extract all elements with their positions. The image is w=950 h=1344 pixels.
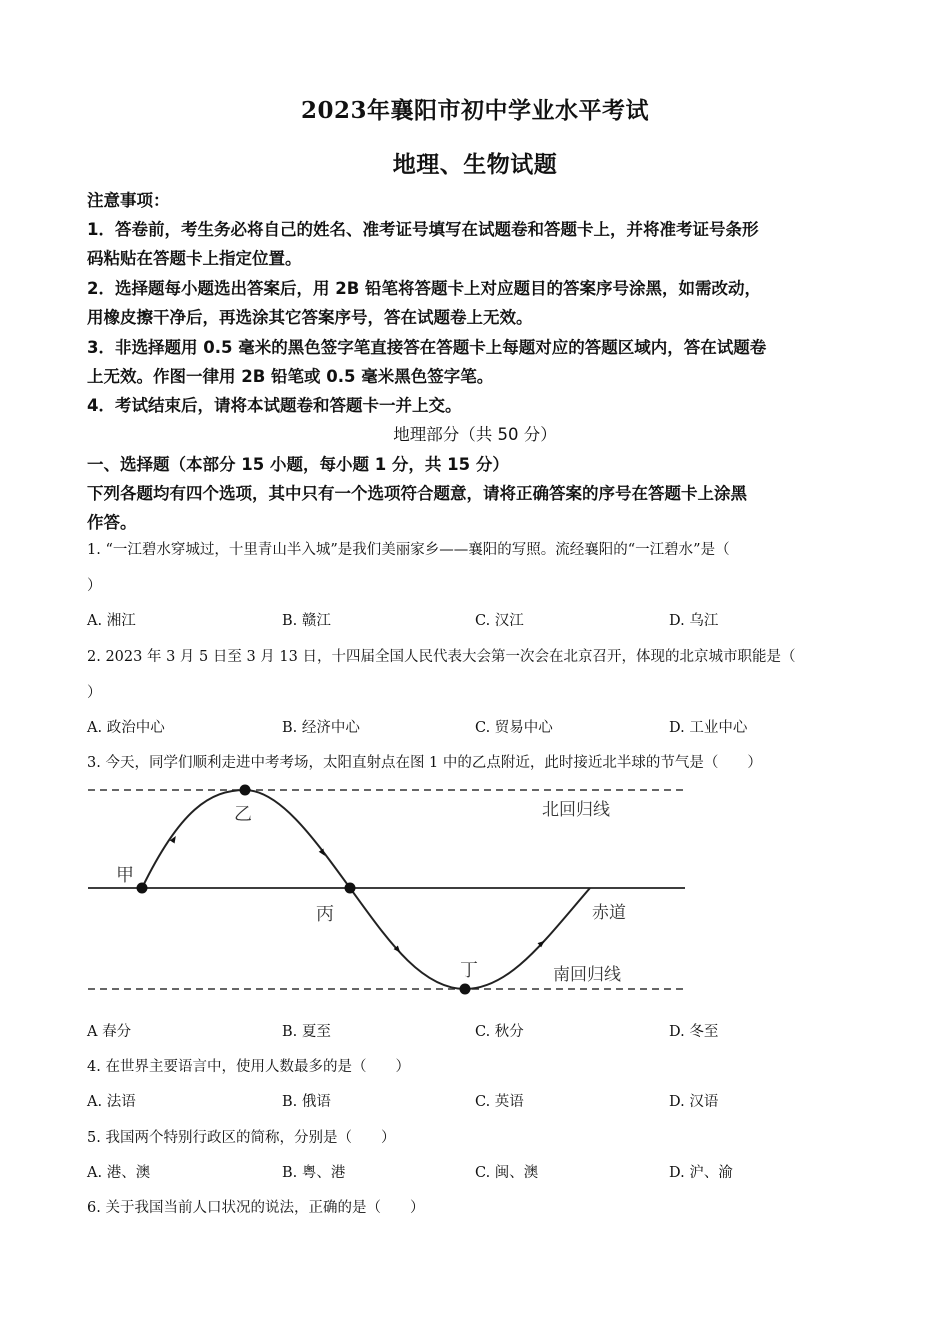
label-equator: 赤道 <box>592 903 626 923</box>
notice-heading: 注意事项： <box>87 191 170 210</box>
option-b[interactable]: B. 赣江 <box>282 613 331 629</box>
option-b[interactable]: B. 经济中心 <box>282 720 360 736</box>
label-ding: 丁 <box>460 960 478 981</box>
label-jia: 甲 <box>116 865 134 886</box>
option-d[interactable]: D. 沪、渝 <box>669 1165 733 1181</box>
option-c[interactable]: C. 秋分 <box>475 1024 524 1040</box>
option-d[interactable]: D. 乌江 <box>669 613 719 629</box>
option-b[interactable]: B. 粤、港 <box>282 1165 346 1181</box>
section-instruction-line-2: 作答。 <box>87 513 137 532</box>
option-d[interactable]: D. 工业中心 <box>669 720 748 736</box>
question-5-options <box>87 1163 887 1183</box>
notice-item-2-line-1: 2．选择题每小题选出答案后，用 2B 铅笔将答题卡上对应题目的答案序号涂黑，如需改动， <box>87 279 762 298</box>
label-tropic-south: 南回归线 <box>553 965 621 985</box>
question-2-stem: 2. 2023 年 3 月 5 日至 3 月 13 日，十四届全国人民代表大会第一次会在北京召开，体现的北京城市职能是（ <box>87 649 796 665</box>
option-c[interactable]: C. 英语 <box>475 1094 524 1110</box>
option-c[interactable]: C. 贸易中心 <box>475 720 553 736</box>
point-bing <box>345 883 356 894</box>
label-yi: 乙 <box>234 804 252 825</box>
option-c[interactable]: C. 汉江 <box>475 613 524 629</box>
sun-migration-diagram <box>80 780 700 1005</box>
question-3-options <box>87 1022 887 1042</box>
option-a[interactable]: A 春分 <box>87 1024 132 1040</box>
point-yi <box>240 785 251 796</box>
question-1-options <box>87 611 887 631</box>
notice-item-4: 4．考试结束后，请将本试题卷和答题卡一并上交。 <box>87 396 462 415</box>
option-a[interactable]: A. 政治中心 <box>87 720 165 736</box>
notice-item-1-line-1: 1．答卷前，考生务必将自己的姓名、准考证号填写在试题卷和答题卡上，并将准考证号条形 <box>87 220 759 239</box>
option-d[interactable]: D. 汉语 <box>669 1094 719 1110</box>
label-bing: 丙 <box>316 904 334 925</box>
option-c[interactable]: C. 闽、澳 <box>475 1165 539 1181</box>
question-2-stem-cont: ） <box>87 685 102 701</box>
point-ding <box>460 984 471 995</box>
migration-curve <box>142 790 590 989</box>
option-a[interactable]: A. 港、澳 <box>87 1165 151 1181</box>
question-5-stem: 5. 我国两个特别行政区的简称，分别是（ ） <box>87 1130 396 1146</box>
question-1-stem: 1. “一江碧水穿城过，十里青山半入城”是我们美丽家乡——襄阳的写照。流经襄阳的“一江碧水”是（ <box>87 542 730 558</box>
section-instruction-line-1: 下列各题均有四个选项，其中只有一个选项符合题意，请将正确答案的序号在答题卡上涂黑 <box>87 484 747 503</box>
notice-item-3-line-1: 3．非选择题用 0.5 毫米的黑色签字笔直接答在答题卡上每题对应的答题区域内，答在试题卷 <box>87 338 767 357</box>
part-title: 地理部分（共 50 分） <box>393 425 557 444</box>
option-b[interactable]: B. 俄语 <box>282 1094 331 1110</box>
arrow-icon <box>166 839 174 852</box>
question-2-options <box>87 718 887 738</box>
notice-item-3-line-2: 上无效。作图一律用 2B 铅笔或 0.5 毫米黑色签字笔。 <box>87 367 494 386</box>
label-tropic-north: 北回归线 <box>542 800 610 820</box>
question-4-options <box>87 1092 887 1112</box>
option-a[interactable]: A. 湘江 <box>87 613 136 629</box>
notice-item-2-line-2: 用橡皮擦干净后，再选涂其它答案序号，答在试题卷上无效。 <box>87 308 533 327</box>
question-3-stem: 3. 今天，同学们顺利走进中考考场，太阳直射点在图 1 中的乙点附近，此时接近北半球的节气是（ ） <box>87 755 762 771</box>
question-4-stem: 4. 在世界主要语言中，使用人数最多的是（ ） <box>87 1059 410 1075</box>
section-heading: 一、选择题（本部分 15 小题，每小题 1 分，共 15 分） <box>87 455 509 474</box>
option-d[interactable]: D. 冬至 <box>669 1024 719 1040</box>
exam-subtitle: 地理、生物试题 <box>392 151 558 178</box>
question-6-stem: 6. 关于我国当前人口状况的说法，正确的是（ ） <box>87 1200 425 1216</box>
question-1-stem-cont: ） <box>87 578 102 594</box>
notice-item-1-line-2: 码粘贴在答题卡上指定位置。 <box>87 249 302 268</box>
point-jia <box>137 883 148 894</box>
exam-title: 2023年襄阳市初中学业水平考试 <box>300 97 649 124</box>
option-a[interactable]: A. 法语 <box>87 1094 136 1110</box>
option-b[interactable]: B. 夏至 <box>282 1024 331 1040</box>
